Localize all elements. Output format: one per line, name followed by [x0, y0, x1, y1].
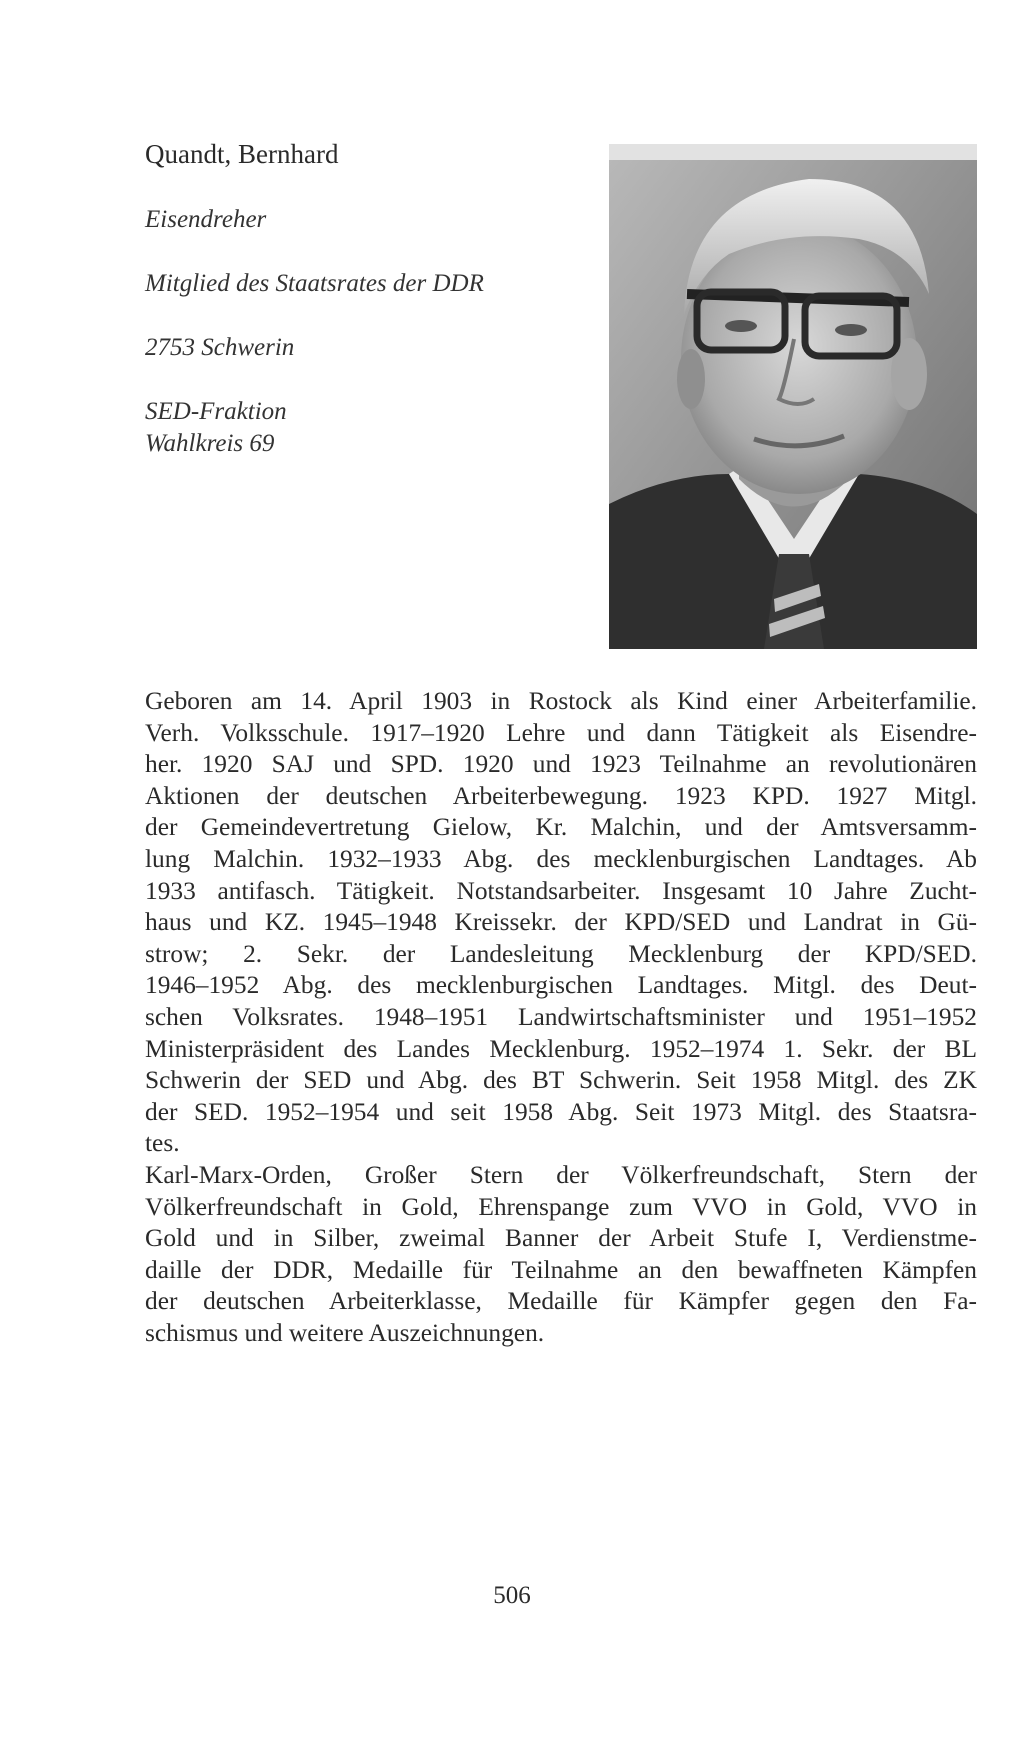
entry-header	[145, 138, 585, 460]
biography-line: der SED. 1952–1954 und seit 1958 Abg. Seit 1973 Mitgl. des Staatsra-	[145, 1097, 977, 1126]
biography-line: lung Malchin. 1932–1933 Abg. des mecklenburgischen Landtages. Ab	[145, 844, 977, 873]
portrait-photo	[609, 144, 977, 649]
address: 2753 Schwerin	[145, 334, 295, 361]
position: Mitglied des Staatsrates der DDR	[145, 270, 484, 297]
biography-line: Schwerin der SED und Abg. des BT Schwerin. Seit 1958 Mitgl. des ZK	[145, 1066, 977, 1095]
biography-line: 1933 antifasch. Tätigkeit. Notstandsarbeiter. Insgesamt 10 Jahre Zucht-	[145, 876, 977, 905]
biography-line: Ministerpräsident des Landes Mecklenburg. 1952–1974 1. Sekr. der BL	[145, 1034, 977, 1063]
portrait-photo-icon	[609, 144, 977, 649]
awards-line: schismus und weitere Auszeichnungen.	[145, 1318, 545, 1347]
awards-line: Gold und in Silber, zweimal Banner der Arbeit Stufe I, Verdienstme-	[145, 1224, 977, 1253]
constituency: Wahlkreis 69	[145, 430, 275, 457]
biography-line: her. 1920 SAJ und SPD. 1920 und 1923 Teilnahme an revolutionären	[145, 750, 977, 779]
awards-line: Karl-Marx-Orden, Großer Stern der Völkerfreundschaft, Stern der	[145, 1160, 977, 1189]
biography-line: Verh. Volksschule. 1917–1920 Lehre und dann Tätigkeit als Eisendre-	[145, 718, 977, 747]
biography-line: Geboren am 14. April 1903 in Rostock als Kind einer Arbeiterfamilie.	[145, 687, 977, 715]
biography-line: haus und KZ. 1945–1948 Kreissekr. der KPD/SED und Landrat in Gü-	[145, 908, 977, 937]
biography-line: der Gemeindevertretung Gielow, Kr. Malchin, und der Amtsversamm-	[145, 813, 977, 842]
faction: SED-Fraktion	[145, 398, 287, 425]
biography-line: tes.	[145, 1129, 180, 1158]
person-name: Quandt, Bernhard	[145, 139, 339, 169]
page-number: 506	[493, 1582, 531, 1609]
biography-text	[145, 686, 977, 1349]
biography-line: strow; 2. Sekr. der Landesleitung Mecklenburg der KPD/SED.	[145, 939, 977, 968]
occupation: Eisendreher	[145, 206, 267, 233]
biography-line: 1946–1952 Abg. des mecklenburgischen Landtages. Mitgl. des Deut-	[145, 971, 977, 1000]
biography-line: schen Volksrates. 1948–1951 Landwirtschaftsminister und 1951–1952	[145, 1002, 977, 1031]
awards-line: daille der DDR, Medaille für Teilnahme an den bewaffneten Kämpfen	[145, 1255, 977, 1284]
awards-line: der deutschen Arbeiterklasse, Medaille für Kämpfer gegen den Fa-	[145, 1287, 977, 1316]
awards-line: Völkerfreundschaft in Gold, Ehrenspange zum VVO in Gold, VVO in	[145, 1192, 977, 1221]
biography-line: Aktionen der deutschen Arbeiterbewegung. 1923 KPD. 1927 Mitgl.	[145, 781, 977, 810]
